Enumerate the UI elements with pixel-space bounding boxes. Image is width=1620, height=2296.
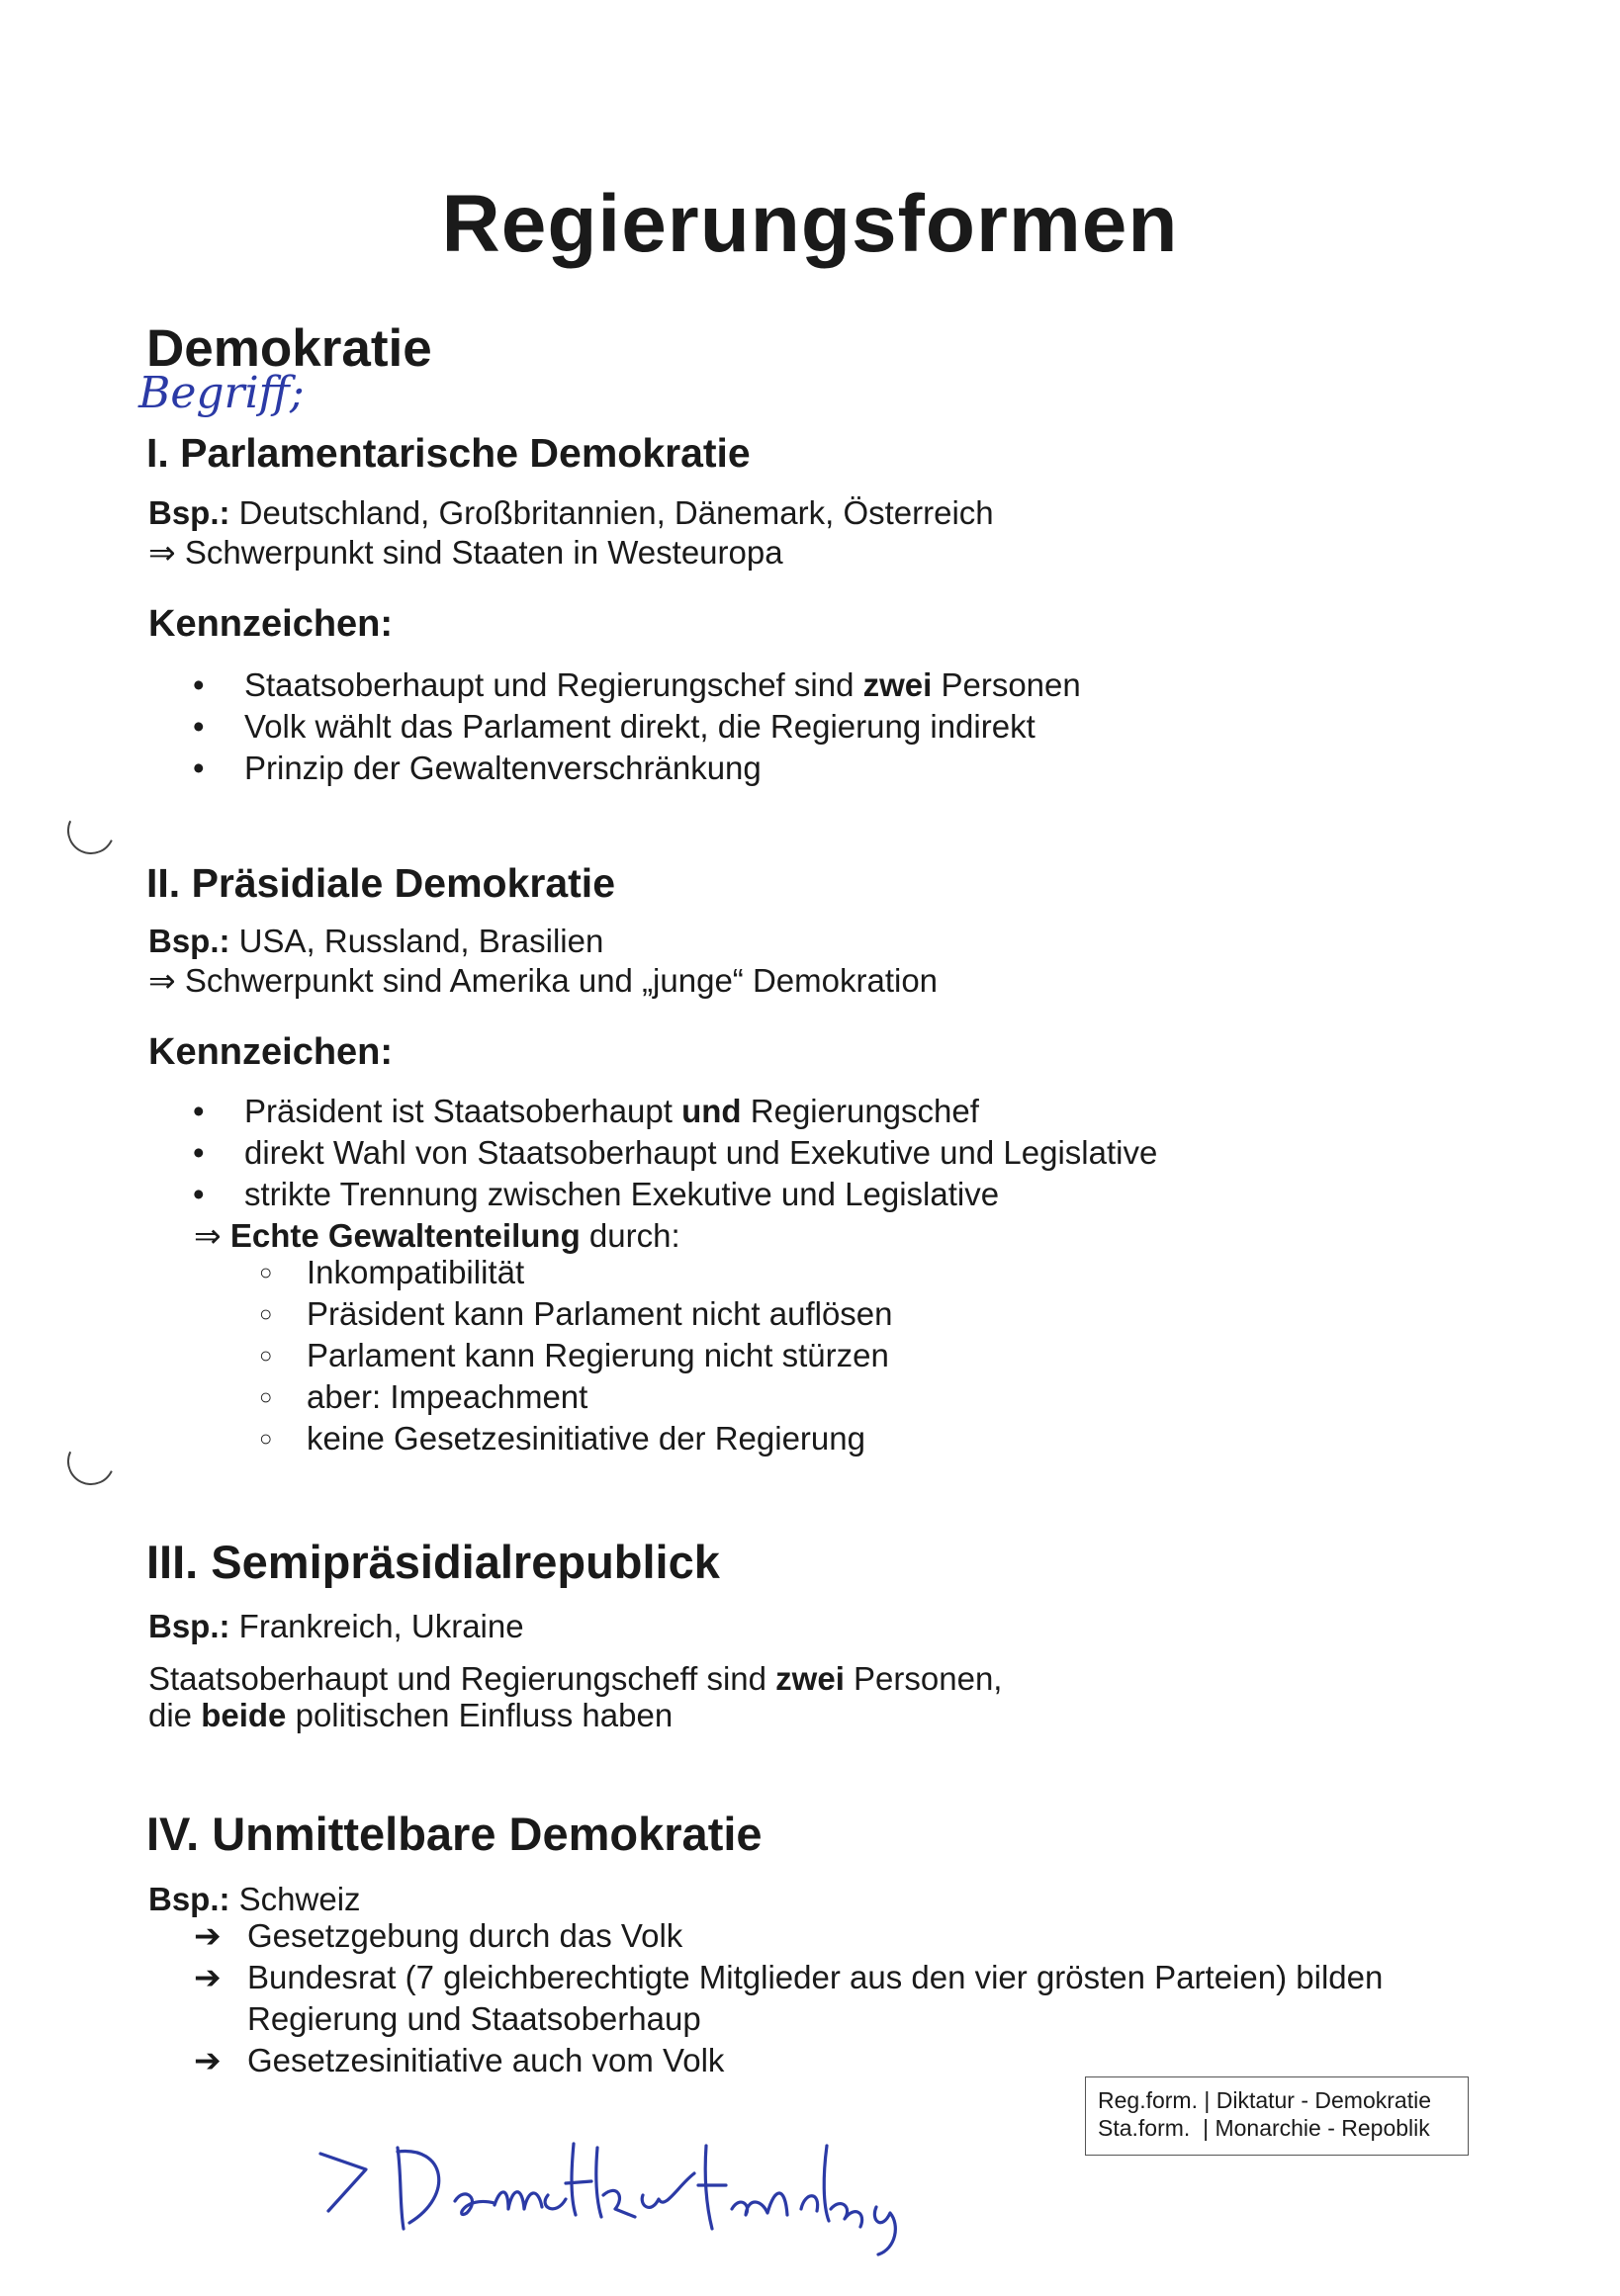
item-text: direkt Wahl von Staatsoberhaupt und Exekutive und Legislative (244, 1134, 1158, 1171)
handwritten-demokratieindex-annotation (307, 2126, 940, 2264)
section3-examples (148, 1608, 524, 1645)
section2-note-text: Schwerpunkt sind Amerika und „junge“ Demokration (175, 962, 939, 999)
summary-box (1085, 2076, 1469, 2156)
punch-hole-mark (60, 1431, 122, 1492)
section2-features-list (193, 1091, 1157, 1215)
section4-heading: IV. Unmittelbare Demokratie (146, 1808, 763, 1860)
list-item (193, 1174, 1157, 1215)
text: die (148, 1697, 202, 1733)
section4-examples (148, 1881, 361, 1918)
emphasis: beide (201, 1697, 287, 1733)
handwriting-stroke (455, 2194, 495, 2215)
section2-bsp-text: USA, Russland, Brasilien (229, 923, 604, 959)
section2-subitems-list (259, 1252, 893, 1459)
item-text: Präsident ist Staatsoberhaupt (244, 1093, 682, 1129)
section1-focus-note (148, 533, 783, 572)
section3-text-line1 (148, 1660, 1002, 1698)
section1-bsp-label: Bsp.: (148, 494, 230, 531)
item-text: Volk wählt das Parlament direkt, die Regierung indirekt (244, 708, 1035, 745)
conclusion-text: durch: (580, 1217, 680, 1254)
list-item (193, 1091, 1157, 1132)
handwriting-stroke (398, 2148, 439, 2229)
item-text: Staatsoberhaupt und Regierungschef sind (244, 666, 863, 703)
item-emphasis: zwei (862, 666, 933, 703)
punch-hole-mark (60, 800, 122, 861)
implies-arrow-icon: ⇒ (194, 1217, 222, 1254)
section2-kennzeichen-label: Kennzeichen: (148, 1031, 394, 1073)
item-text: Personen (932, 666, 1081, 703)
section1-features-list (193, 664, 1081, 789)
list-item (193, 664, 1081, 706)
text: politischen Einfluss haben (286, 1697, 674, 1733)
emphasis: zwei (775, 1660, 845, 1697)
section3-bsp-text: Frankreich, Ukraine (229, 1608, 524, 1644)
item-text: Regierungschef (741, 1093, 979, 1129)
page-title: Regierungsformen (441, 179, 1179, 269)
section2-examples (148, 923, 603, 960)
greater-than-stroke (320, 2154, 366, 2211)
handwritten-note-begriff: Begriff; (138, 368, 305, 418)
section4-items-list (194, 1915, 1474, 2081)
handwriting-stroke (545, 2144, 591, 2215)
item-text: Prinzip der Gewaltenverschränkung (244, 750, 762, 786)
summary-line: Sta.form. | Monarchie - Repoblik (1098, 2115, 1430, 2141)
section2-conclusion (194, 1216, 680, 1255)
list-item: ○ keine Gesetzesinitiative der Regierung (259, 1418, 893, 1459)
list-item (193, 748, 1081, 789)
section4-bsp-label: Bsp.: (148, 1881, 230, 1917)
handwriting-stroke (732, 2193, 787, 2215)
list-item (193, 1132, 1157, 1174)
handwriting-stroke (801, 2146, 862, 2227)
section1-heading: I. Parlamentarische Demokratie (146, 430, 751, 476)
summary-line: Reg.form. | Diktatur - Demokratie (1098, 2087, 1432, 2113)
item-emphasis: und (681, 1093, 742, 1129)
section3-bsp-label: Bsp.: (148, 1608, 230, 1644)
section2-heading: II. Präsidiale Demokratie (146, 860, 616, 906)
list-item: ➔ Bundesrat (7 gleichberechtigte Mitglieder aus den vier grösten Parteien) bilden Regierung und Staatsoberhaup (194, 1957, 1474, 2040)
list-item (193, 706, 1081, 748)
text: Personen, (844, 1660, 1003, 1697)
section1-kennzeichen-label: Kennzeichen: (148, 603, 394, 645)
list-item: ○ Präsident kann Parlament nicht auflösen (259, 1293, 893, 1335)
section1-note-text: Schwerpunkt sind Staaten in Westeuropa (175, 534, 783, 571)
handwriting-stroke (596, 2148, 635, 2217)
section3-text-line2 (148, 1697, 673, 1734)
text: Staatsoberhaupt und Regierungscheff sind (148, 1660, 776, 1697)
list-item: ○ Parlament kann Regierung nicht stürzen (259, 1335, 893, 1376)
conclusion-bold: Echte Gewaltenteilung (221, 1217, 581, 1254)
section4-bsp-text: Schweiz (229, 1881, 361, 1917)
handwriting-stroke (874, 2207, 895, 2254)
section-heading-demokratie: Demokratie (146, 319, 432, 378)
list-item: ○ aber: Impeachment (259, 1376, 893, 1418)
item-text: strikte Trennung zwischen Exekutive und Legislative (244, 1176, 1000, 1212)
implies-arrow-icon: ⇒ (148, 962, 176, 999)
handwriting-stroke (698, 2146, 726, 2229)
section2-bsp-label: Bsp.: (148, 923, 230, 959)
section1-examples (148, 494, 994, 532)
section1-bsp-text: Deutschland, Großbritannien, Dänemark, Österreich (229, 494, 994, 531)
implies-arrow-icon: ⇒ (148, 534, 176, 571)
handwriting-stroke (495, 2192, 542, 2209)
list-item: ➔ Gesetzesinitiative auch vom Volk (194, 2040, 1474, 2081)
handwriting-stroke (642, 2173, 694, 2207)
list-item: ○ Inkompatibilität (259, 1252, 893, 1293)
section2-focus-note (148, 961, 938, 1000)
section3-heading: III. Semipräsidialrepublick (146, 1536, 720, 1588)
list-item: ➔ Gesetzgebung durch das Volk (194, 1915, 1474, 1957)
